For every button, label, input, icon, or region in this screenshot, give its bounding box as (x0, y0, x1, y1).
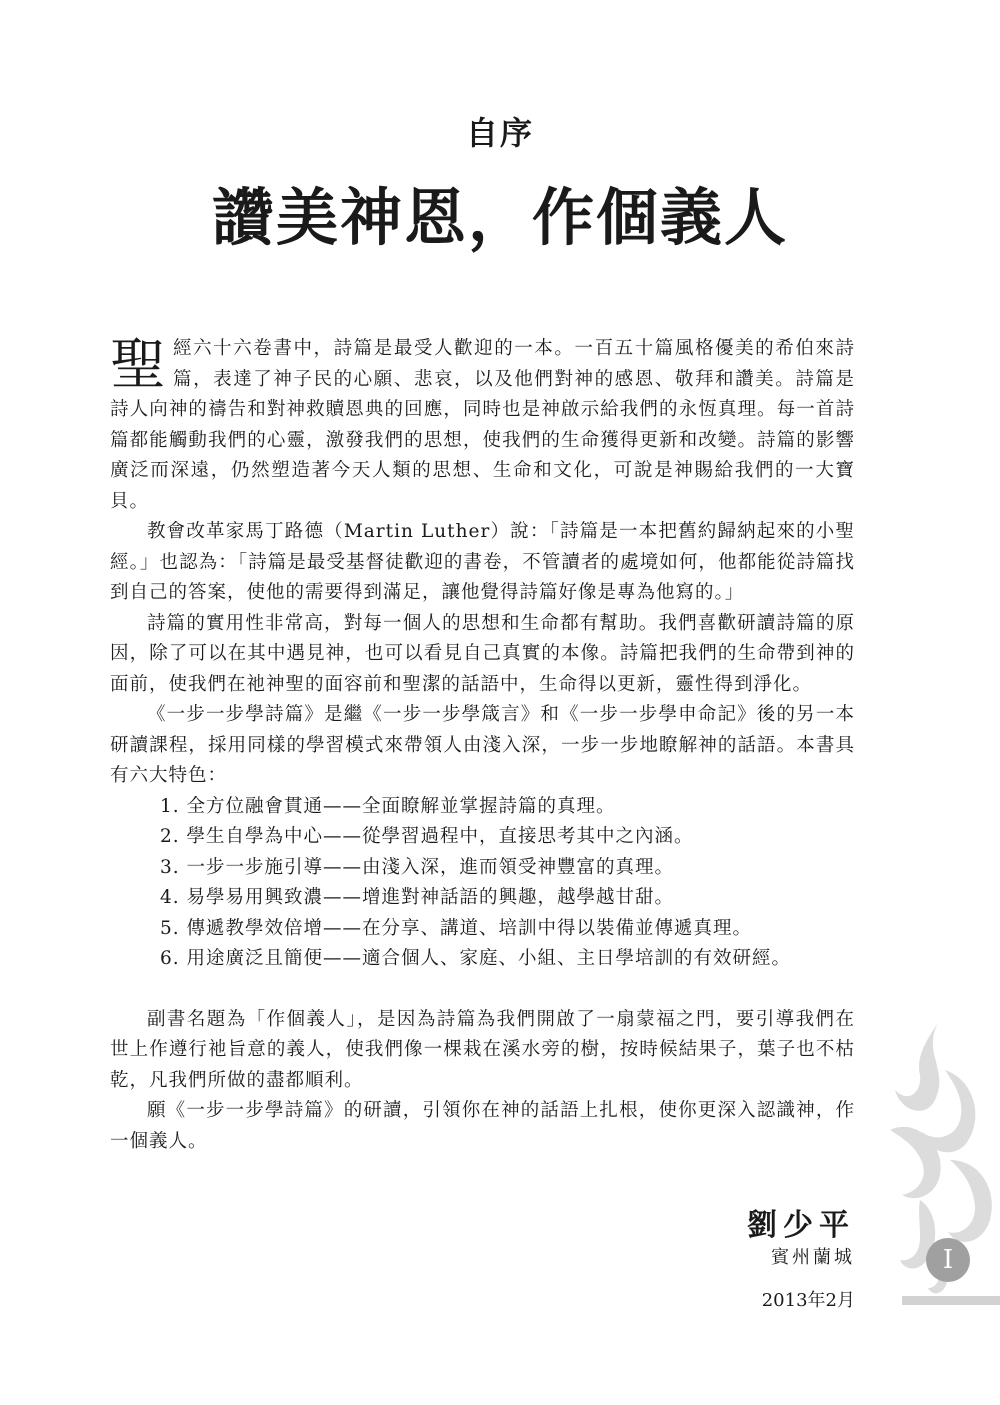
feature-list (110, 792, 855, 975)
drop-cap: 聖 (110, 333, 167, 398)
feature-item: 4. 易學易用興致濃——增進對神話語的興趣，越學越甘甜。 (160, 887, 675, 908)
paragraph-6: 願《一步一步學詩篇》的研讀，引領你在神的話語上扎根，使你更深入認識神，作一個義人。 (110, 1100, 855, 1152)
paragraph-4: 《一步一步學詩篇》是繼《一步一步學箴言》和《一步一步學申命記》後的另一本研讀課程，採用同樣的學習模式來帶領人由淺入深，一步一步地瞭解神的話語。本書具有六大特色： (110, 704, 855, 786)
feature-item: 6. 用途廣泛且簡便——適合個人、家庭、小組、主日學培訓的有效研經。 (160, 948, 792, 969)
author-name: 劉少平 (747, 1208, 855, 1243)
preface-body (110, 334, 855, 1157)
section-label: 自序 (465, 114, 534, 152)
author-location: 賓州蘭城 (771, 1247, 855, 1268)
feature-item: 3. 一步一步施引導——由淺入深，進而領受神豐富的真理。 (160, 856, 675, 878)
feature-item: 1. 全方位融會貫通——全面瞭解並掌握詩篇的真理。 (160, 795, 616, 817)
paragraph-5: 副書名題為「作個義人」，是因為詩篇為我們開啟了一扇蒙福之門，要引導我們在世上作遵行祂旨意的義人，使我們像一棵栽在溪水旁的樹，按時候結果子，葉子也不枯乾，凡我們所做的盡都順利。 (110, 1008, 855, 1091)
page-number-badge: I (926, 1238, 970, 1282)
paragraph-2: 教會改革家馬丁路德（Martin Luther）說：「詩篇是一本把舊約歸納起來的小聖經。」也認為：「詩篇是最受基督徒歡迎的書卷，不管讀者的處境如何，他都能從詩篇找到自己的答案，使他的需要得到滿足，讓他覺得詩篇好像是專為他寫的。」 (110, 521, 855, 603)
page-title: 讚美神恩，作個義人 (211, 181, 788, 254)
feature-item: 5. 傳遞教學效倍增——在分享、講道、培訓中得以裝備並傳遞真理。 (160, 917, 753, 939)
signature-date: 2013年2月 (761, 1290, 855, 1311)
footer-bar (902, 1296, 1000, 1305)
paragraph-gap (110, 975, 855, 1005)
paragraph-3: 詩篇的實用性非常高，對每一個人的思想和生命都有幫助。我們喜歡研讀詩篇的原因，除了可以在其中遇見神，也可以看見自己真實的本像。詩篇把我們的生命帶到神的面前，使我們在祂神聖的面容前和聖潔的話語中，生命得以更新，靈性得到淨化。 (110, 612, 855, 695)
paragraph-1 (110, 334, 855, 517)
paragraph-1-text: 經六十六卷書中，詩篇是最受人歡迎的一本。一百五十篇風格優美的希伯來詩篇，表達了神子民的心願、悲哀，以及他們對神的感恩、敬拜和讚美。詩篇是詩人向神的禱告和對神救贖恩典的回應，同時也是神啟示給我們的永恆真理。每一首詩篇都能觸動我們的心靈，激發我們的思想，使我們的生命獲得更新和改變。詩篇的影響廣泛而深遠，仍然塑造著今天人類的思想、生命和文化，可說是神賜給我們的一大寶貝。 (110, 338, 855, 512)
feature-item: 2. 學生自學為中心——從學習過程中，直接思考其中之內涵。 (160, 826, 694, 847)
